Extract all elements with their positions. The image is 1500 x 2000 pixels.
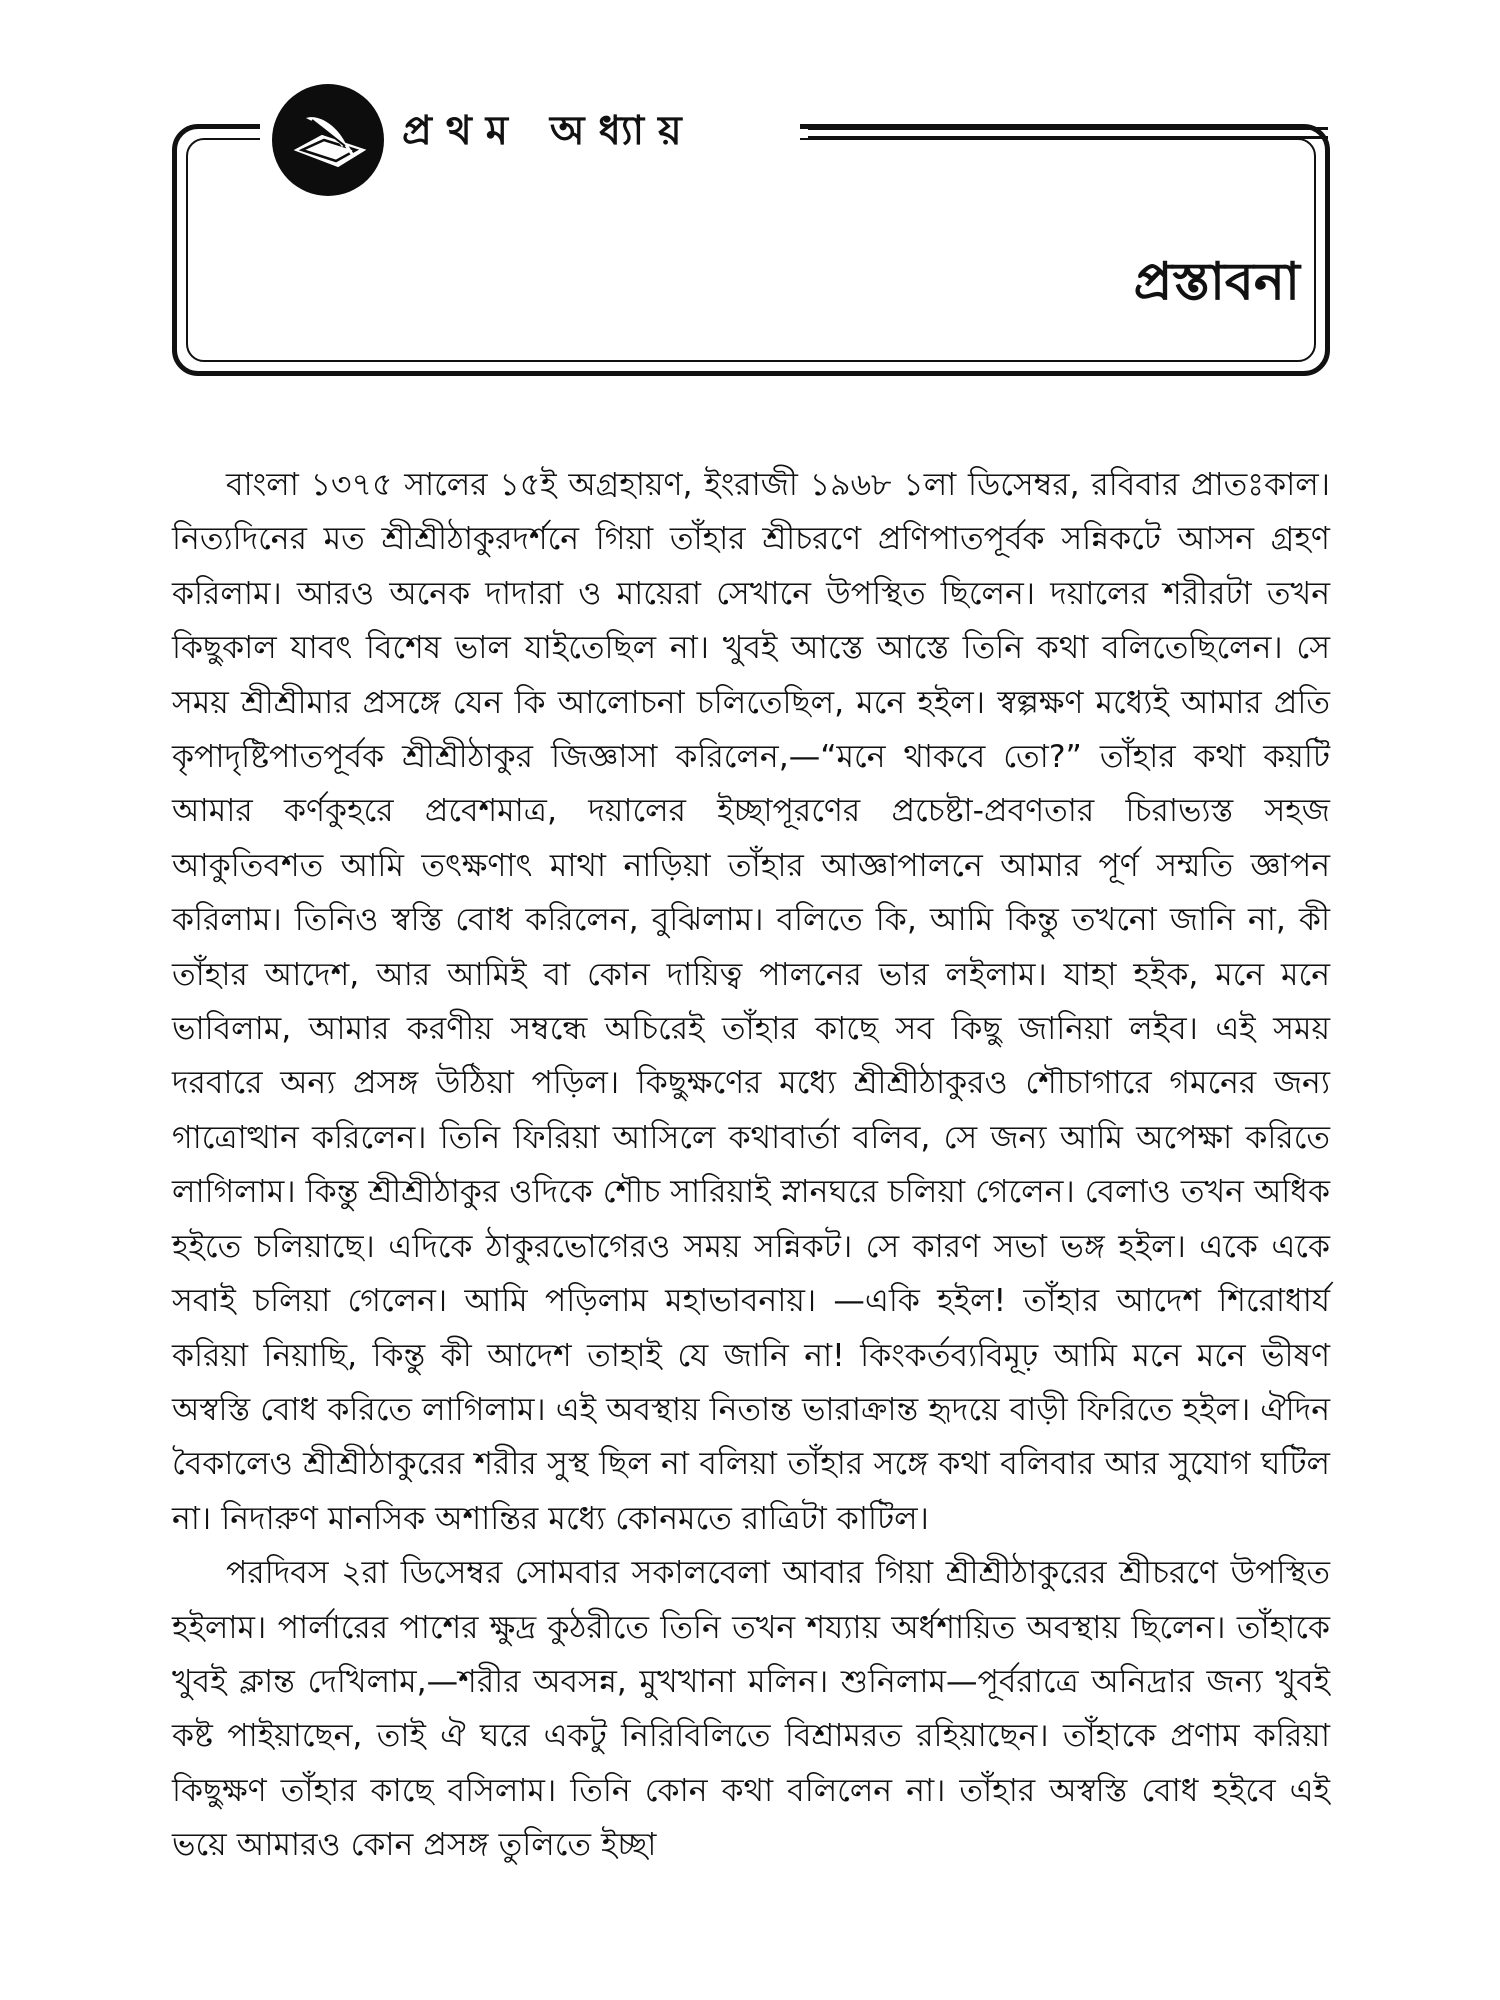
section-title: প্রস্তাবনা	[1133, 252, 1300, 312]
paragraph-1: বাংলা ১৩৭৫ সালের ১৫ই অগ্রহায়ণ, ইংরাজী ১৯৬৮ ১লা ডিসেম্বর, রবিবার প্রাতঃকাল। নিত্যদিনের মত শ্রীশ্রীঠাকুরদর্শনে গিয়া তাঁহার শ্রীচরণে প্রণিপাতপূর্বক সন্নিকটে আসন গ্রহণ করিলাম। আরও অনেক দাদারা ও মায়েরা সেখানে উপস্থিত ছিলেন। দয়ালের শরীরটা তখন কিছুকাল যাবৎ বিশেষ ভাল যাইতেছিল না। খুবই আস্তে আস্তে তিনি কথা বলিতেছিলেন। সে সময় শ্রীশ্রীমার প্রসঙ্গে যেন কি আলোচনা চলিতেছিল, মনে হইল। স্বল্পক্ষণ মধ্যেই আমার প্রতি কৃপাদৃষ্টিপাতপূর্বক শ্রীশ্রীঠাকুর জিজ্ঞাসা করিলেন,—“মনে থাকবে তো?” তাঁহার কথা কয়টি আমার কর্ণকুহরে প্রবেশমাত্র, দয়ালের ইচ্ছাপূরণের প্রচেষ্টা-প্রবণতার চিরাভ্যস্ত সহজ আকুতিবশত আমি তৎক্ষণাৎ মাথা নাড়িয়া তাঁহার আজ্ঞাপালনে আমার পূর্ণ সম্মতি জ্ঞাপন করিলাম। তিনিও স্বস্তি বোধ করিলেন, বুঝিলাম। বলিতে কি, আমি কিন্তু তখনো জানি না, কী তাঁহার আদেশ, আর আমিই বা কোন দায়িত্ব পালনের ভার লইলাম। যাহা হইক, মনে মনে ভাবিলাম, আমার করণীয় সম্বন্ধে অচিরেই তাঁহার কাছে সব কিছু জানিয়া লইব। এই সময় দরবারে অন্য প্রসঙ্গ উঠিয়া পড়িল। কিছুক্ষণের মধ্যে শ্রীশ্রীঠাকুরও শৌচাগারে গমনের জন্য গাত্রোত্থান করিলেন। তিনি ফিরিয়া আসিলে কথাবার্তা বলিব, সে জন্য আমি অপেক্ষা করিতে লাগিলাম। কিন্তু শ্রীশ্রীঠাকুর ওদিকে শৌচ সারিয়াই স্নানঘরে চলিয়া গেলেন। বেলাও তখন অধিক হইতে চলিয়াছে। এদিকে ঠাকুরভোগেরও সময় সন্নিকট। সে কারণ সভা ভঙ্গ হইল। একে একে সবাই চলিয়া গেলেন। আমি পড়িলাম মহাভাবনায়। —একি হইল! তাঁহার আদেশ শিরোধার্য করিয়া নিয়াছি, কিন্তু কী আদেশ তাহাই যে জানি না! কিংকর্তব্যবিমূঢ় আমি মনে মনে ভীষণ অস্বস্তি বোধ করিতে লাগিলাম। এই অবস্থায় নিতান্ত ভারাক্রান্ত হৃদয়ে বাড়ী ফিরিতে হইল। ঐদিন বৈকালেও শ্রীশ্রীঠাকুরের শরীর সুস্থ ছিল না বলিয়া তাঁহার সঙ্গে কথা বলিবার আর সুযোগ ঘটিল না। নিদারুণ মানসিক অশান্তির মধ্যে কোনমতে রাত্রিটা কাটিল।	[172, 467, 1330, 1537]
paragraph-2: পরদিবস ২রা ডিসেম্বর সোমবার সকালবেলা আবার গিয়া শ্রীশ্রীঠাকুরের শ্রীচরণে উপস্থিত হইলাম। পার্লারের পাশের ক্ষুদ্র কুঠরীতে তিনি তখন শয্যায় অর্ধশায়িত অবস্থায় ছিলেন। তাঁহাকে খুবই ক্লান্ত দেখিলাম,—শরীর অবসন্ন, মুখখানা মলিন। শুনিলাম—পূর্বরাত্রে অনিদ্রার জন্য খুবই কষ্ট পাইয়াছেন, তাই ঐ ঘরে একটু নিরিবিলিতে বিশ্রামরত রহিয়াছেন। তাঁহাকে প্রণাম করিয়া কিছুক্ষণ তাঁহার কাছে বসিলাম। তিনি কোন কথা বলিলেন না। তাঁহার অস্বস্তি বোধ হইবে এই ভয়ে আমারও কোন প্রসঙ্গ তুলিতে ইচ্ছা	[172, 1555, 1330, 1864]
body-text	[172, 458, 1330, 1873]
quill-pen-icon	[272, 84, 384, 196]
chapter-heading: প্রথম অধ্যায়	[402, 108, 696, 154]
heading-rule-bottom	[808, 136, 1328, 139]
heading-rule-top	[808, 127, 1328, 130]
